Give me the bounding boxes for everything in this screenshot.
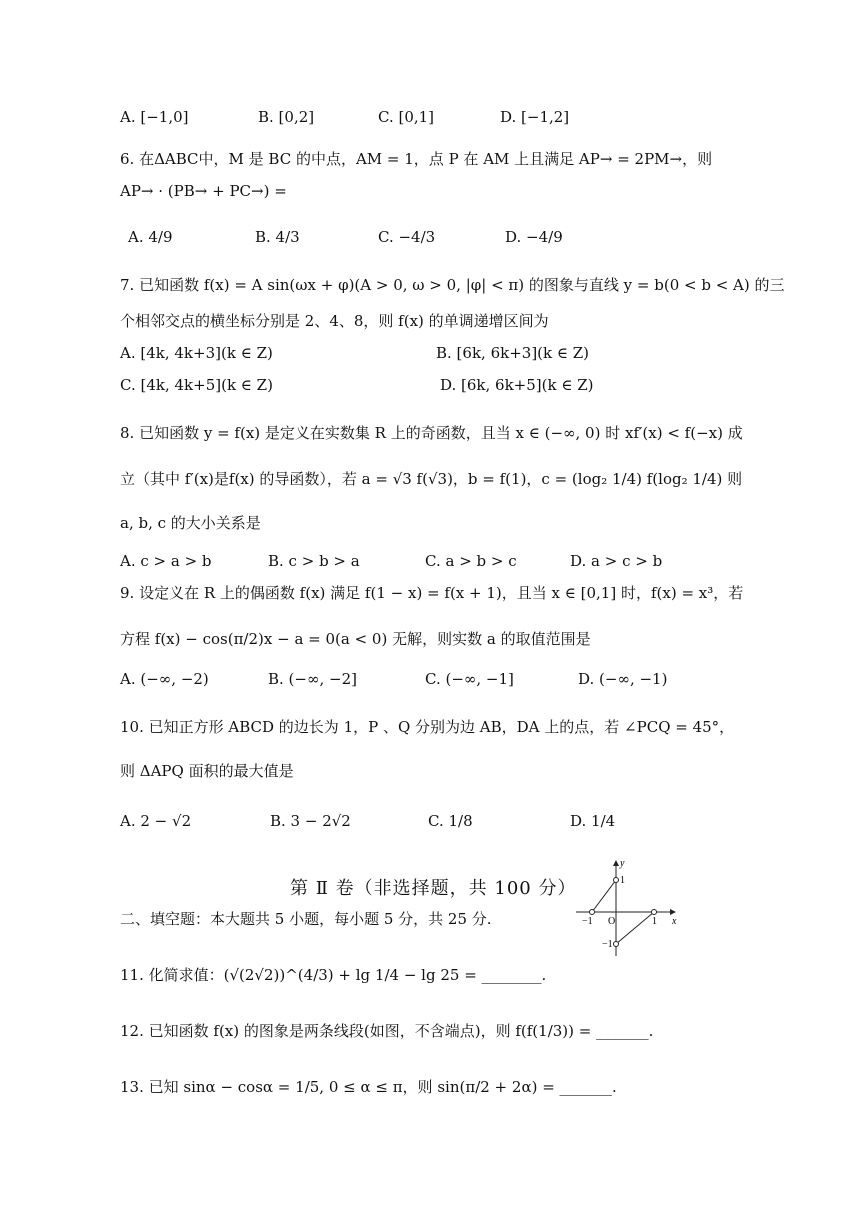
q8-option-d: D. a > c > b [570, 552, 663, 570]
q7-line-1: 7. 已知函数 f(x) = A sin(ωx + φ)(A > 0, ω > 0, |φ| < π) 的图象与直线 y = b(0 < b < A) 的三 [120, 276, 785, 294]
neg-one-y-label: −1 [602, 939, 613, 950]
q8-option-c: C. a > b > c [425, 552, 517, 570]
q5-option-d: D. [−1,2] [500, 108, 570, 126]
q12-text: 12. 已知函数 f(x) 的图象是两条线段(如图，不含端点)，则 f(f(1/3)) = _______. [120, 1022, 654, 1040]
x-axis-arrow [670, 909, 676, 915]
q10-option-b: B. 3 − 2√2 [270, 812, 351, 830]
q5-option-c: C. [0,1] [378, 108, 435, 126]
q9-line-2: 方程 f(x) − cos(π/2)x − a = 0(a < 0) 无解，则实数 a 的取值范围是 [120, 630, 591, 648]
q13-text: 13. 已知 sinα − cosα = 1/5, 0 ≤ α ≤ π，则 sin(π/2 + 2α) = _______. [120, 1078, 617, 1096]
q7-line-2: 个相邻交点的横坐标分别是 2、4、8，则 f(x) 的单调递增区间为 [120, 312, 549, 330]
q6-option-c: C. −4/3 [378, 228, 436, 246]
endpoint-neg-one-x [590, 910, 595, 915]
q6-line-1: 6. 在ΔABC中，M 是 BC 的中点，AM = 1，点 P 在 AM 上且满足 AP→ = 2PM→，则 [120, 150, 713, 168]
q8-line-2: 立（其中 f′(x)是f(x) 的导函数），若 a = √3 f(√3)，b = f(1)，c = (log₂ 1/4) f(log₂ 1/4) 则 [120, 470, 743, 488]
q7-option-c: C. [4k, 4k+5](k ∈ Z) [120, 376, 273, 394]
q8-line-3: a, b, c 的大小关系是 [120, 514, 261, 532]
y-axis-label: y [620, 858, 625, 869]
y-axis-arrow [613, 860, 619, 866]
segment-left [592, 880, 616, 912]
q10-line-2: 则 ΔAPQ 面积的最大值是 [120, 762, 294, 780]
q9-line-1: 9. 设定义在 R 上的偶函数 f(x) 满足 f(1 − x) = f(x + 1)，且当 x ∈ [0,1] 时，f(x) = x³，若 [120, 584, 744, 602]
origin-label: O [608, 916, 616, 927]
q9-option-a: A. (−∞, −2) [120, 670, 209, 688]
q8-line-1: 8. 已知函数 y = f(x) 是定义在实数集 R 上的奇函数，且当 x ∈ (−∞, 0) 时 xf′(x) < f(−x) 成 [120, 424, 743, 442]
q7-option-d: D. [6k, 6k+5](k ∈ Z) [440, 376, 594, 394]
section-title: 第 Ⅱ 卷（非选择题，共 100 分） [290, 878, 577, 899]
q10-option-d: D. 1/4 [570, 812, 616, 830]
one-x-label: 1 [652, 916, 657, 927]
q6-option-a: A. 4/9 [128, 228, 173, 246]
part2-heading: 二、填空题：本大题共 5 小题，每小题 5 分，共 25 分. [120, 910, 492, 928]
neg-one-x-label: −1 [582, 916, 593, 927]
function-graph [572, 852, 682, 962]
q9-option-c: C. (−∞, −1] [425, 670, 514, 688]
q9-option-b: B. (−∞, −2] [268, 670, 357, 688]
endpoint-one-x [652, 910, 657, 915]
q6-line-2: AP→ · (PB→ + PC→) = [120, 182, 287, 200]
q10-option-a: A. 2 − √2 [120, 812, 192, 830]
q10-line-1: 10. 已知正方形 ABCD 的边长为 1，P 、Q 分别为边 AB，DA 上的点，若 ∠PCQ = 45°， [120, 718, 735, 736]
q10-option-c: C. 1/8 [428, 812, 473, 830]
endpoint-one-y [614, 878, 619, 883]
q11-text: 11. 化简求值：(√(2√2))^(4/3) + lg 1/4 − lg 25 = ________. [120, 966, 547, 984]
x-axis-label: x [672, 916, 677, 927]
q6-option-b: B. 4/3 [255, 228, 300, 246]
q5-option-a: A. [−1,0] [120, 108, 189, 126]
q5-option-b: B. [0,2] [258, 108, 315, 126]
q8-option-a: A. c > a > b [120, 552, 212, 570]
endpoint-neg-one-y [614, 942, 619, 947]
segment-right [616, 912, 654, 944]
q6-option-d: D. −4/9 [505, 228, 563, 246]
q9-option-d: D. (−∞, −1) [578, 670, 668, 688]
q8-option-b: B. c > b > a [268, 552, 360, 570]
one-y-label: 1 [620, 875, 625, 886]
q7-option-b: B. [6k, 6k+3](k ∈ Z) [436, 344, 590, 362]
q7-option-a: A. [4k, 4k+3](k ∈ Z) [120, 344, 273, 362]
